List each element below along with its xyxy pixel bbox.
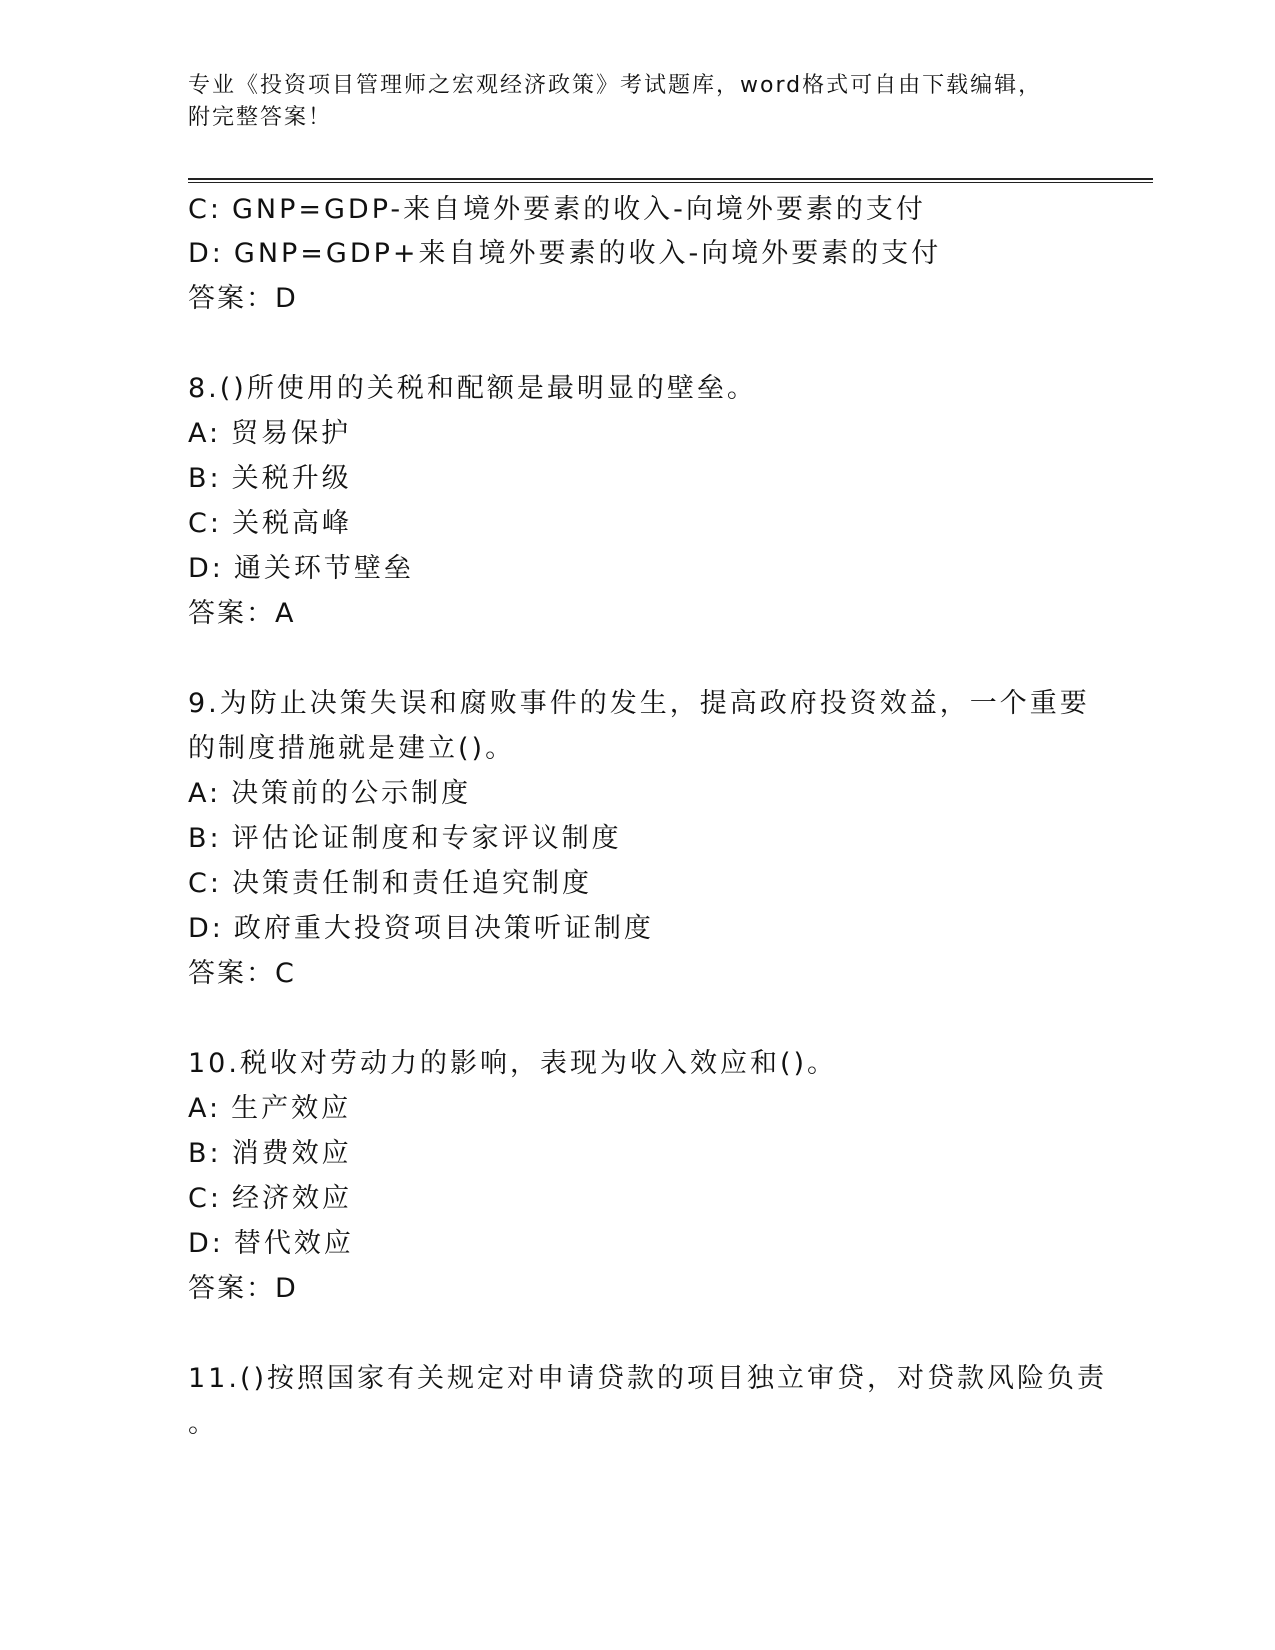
option-a xyxy=(188,416,351,452)
option-text: 关税升级 xyxy=(231,463,352,494)
option-key: A: xyxy=(188,1093,222,1124)
option-text: 决策责任制和责任追究制度 xyxy=(231,868,592,899)
option-text: 消费效应 xyxy=(231,1138,352,1169)
option-text: 评估论证制度和专家评议制度 xyxy=(231,823,622,854)
option-b xyxy=(188,1136,352,1172)
option-key: B: xyxy=(188,463,222,494)
option-key: D: xyxy=(188,913,224,944)
option-c xyxy=(188,1181,352,1217)
option-text: 政府重大投资项目决策听证制度 xyxy=(233,913,654,944)
question-stem: 10.税收对劳动力的影响，表现为收入效应和()。 xyxy=(188,1048,838,1079)
option-text: 贸易保护 xyxy=(231,418,352,449)
option-key: B: xyxy=(188,823,222,854)
option-text: 经济效应 xyxy=(231,1183,352,1214)
option-key: C: xyxy=(188,868,222,899)
option-key: D: xyxy=(188,238,224,269)
header-divider-thin xyxy=(188,182,1153,183)
option-c xyxy=(188,192,926,228)
option-key: A: xyxy=(188,418,222,449)
option-text: 决策前的公示制度 xyxy=(231,778,472,809)
option-text: GNP=GDP+来自境外要素的收入-向境外要素的支付 xyxy=(233,238,942,269)
answer-line: 答案：A xyxy=(188,598,296,629)
answer-line: 答案：C xyxy=(188,958,296,989)
option-key: D: xyxy=(188,553,224,584)
option-key: C: xyxy=(188,1183,222,1214)
option-c xyxy=(188,866,592,902)
option-key: D: xyxy=(188,1228,224,1259)
option-text: GNP=GDP-来自境外要素的收入-向境外要素的支付 xyxy=(231,194,926,225)
option-c xyxy=(188,506,352,542)
option-a xyxy=(188,1091,351,1127)
option-text: 生产效应 xyxy=(231,1093,352,1124)
option-d xyxy=(188,551,414,587)
option-key: B: xyxy=(188,1138,222,1169)
header-line-1: 专业《投资项目管理师之宏观经济政策》考试题库，word格式可自由下载编辑， xyxy=(188,73,1043,98)
option-b xyxy=(188,821,622,857)
option-key: A: xyxy=(188,778,222,809)
question-stem-continued: 。 xyxy=(188,1408,218,1439)
option-d xyxy=(188,1226,354,1262)
question-stem: 8.()所使用的关税和配额是最明显的壁垒。 xyxy=(188,373,757,404)
option-b xyxy=(188,461,352,497)
option-text: 通关环节壁垒 xyxy=(233,553,414,584)
option-a xyxy=(188,776,471,812)
question-stem-continued: 的制度措施就是建立()。 xyxy=(188,733,516,764)
option-d xyxy=(188,236,941,272)
header-line-2: 附完整答案！ xyxy=(188,105,333,130)
answer-line: 答案：D xyxy=(188,1273,298,1304)
option-text: 替代效应 xyxy=(233,1228,354,1259)
option-text: 关税高峰 xyxy=(231,508,352,539)
question-stem: 11.()按照国家有关规定对申请贷款的项目独立审贷，对贷款风险负责 xyxy=(188,1363,1108,1394)
question-stem: 9.为防止决策失误和腐败事件的发生，提高政府投资效益，一个重要 xyxy=(188,688,1090,719)
answer-line: 答案：D xyxy=(188,283,298,314)
option-key: C: xyxy=(188,508,222,539)
option-d xyxy=(188,911,654,947)
header-divider xyxy=(188,178,1153,180)
option-key: C: xyxy=(188,194,222,225)
